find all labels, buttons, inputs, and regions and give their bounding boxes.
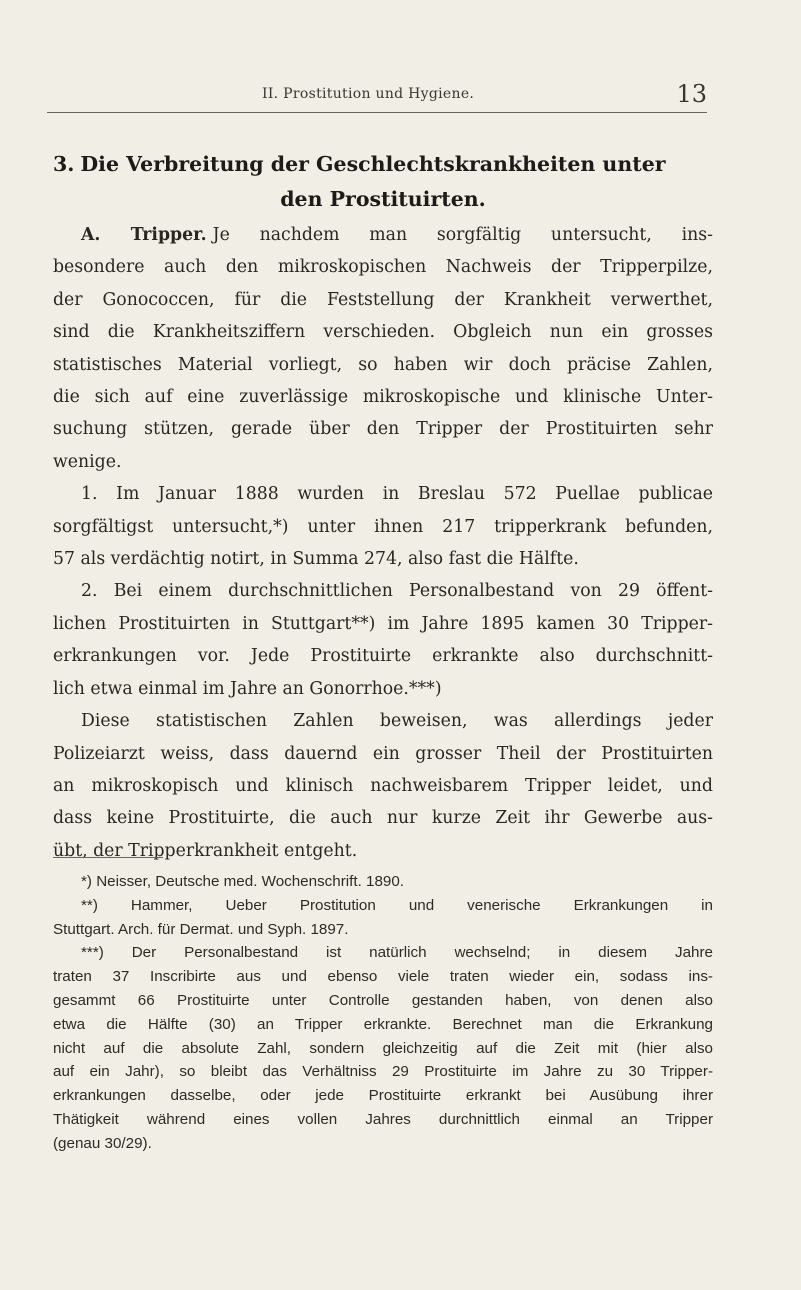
heading-line-1: Die Verbreitung der Geschlechtskrankheiten unter [80,152,666,176]
footnote-line: erkrankungen dasselbe, oder jede Prostituirte erkrankt bei Ausübung ihrer [53,1087,713,1105]
footnote-line: traten 37 Inscribirte aus und ebenso viele traten wieder ein, sodass ins- [53,968,713,986]
body-line [53,219,713,251]
footnote-line: **) Hammer, Ueber Prostitution und venerische Erkrankungen in [81,896,713,914]
footnote-line: gesammt 66 Prostituirte unter Controlle gestanden haben, von denen also [53,991,713,1009]
body-line: Diese statistischen Zahlen beweisen, was allerdings jeder [81,711,713,732]
page-header [47,80,707,114]
footnote-line: etwa die Hälfte (30) an Tripper erkrankte. Berechnet man die Erkrankung [53,1015,713,1033]
body-line: lich etwa einmal im Jahre an Gonorrhoe.***) [53,678,442,699]
footnote-line: (genau 30/29). [53,1134,152,1152]
page-number: 13 [676,80,707,108]
body-line: dass keine Prostituirte, die auch nur kurze Zeit ihr Gewerbe aus- [53,808,713,829]
footnote-line: Thätigkeit während eines vollen Jahres durchnittlich einmal an Tripper [53,1110,713,1128]
running-head: II. Prostitution und Hygiene. [262,86,475,102]
subhead: A. Tripper. [81,225,207,245]
footnote-line: Stuttgart. Arch. für Dermat. und Syph. 1897. [53,920,349,938]
body-line: lichen Prostituirten in Stuttgart**) im Jahre 1895 kamen 30 Tripper- [53,613,713,634]
footnote-rule [53,857,163,858]
body-line: die sich auf eine zuverlässige mikroskopische und klinische Unter- [53,387,713,408]
body-line: erkrankungen vor. Jede Prostituirte erkrankte also durchschnitt- [53,646,713,667]
footnote-line: ***) Der Personalbestand ist natürlich wechselnd; in diesem Jahre [81,944,713,962]
chapter-heading [53,147,713,217]
body-line: 2. Bei einem durchschnittlichen Personalbestand von 29 öffent- [81,581,713,602]
body-line-text: Je nachdem man sorgfältig untersucht, ins- [212,225,713,245]
footnote-line: *) Neisser, Deutsche med. Wochenschrift. 1890. [81,873,405,890]
body-line: suchung stützen, gerade über den Tripper der Prostituirten sehr [53,419,713,440]
body-line: besondere auch den mikroskopischen Nachweis der Tripperpilze, [53,257,713,278]
body-line: statistisches Material vorliegt, so haben wir doch präcise Zahlen, [53,354,713,375]
footnote-line: auf ein Jahr), so bleibt das Verhältniss 29 Prostituirte im Jahre zu 30 Tripper- [53,1063,713,1081]
body-line: wenige. [53,451,122,472]
footnotes [53,870,713,1156]
body-line: Polizeiarzt weiss, dass dauernd ein grosser Theil der Prostituirten [53,743,713,764]
body-line: übt, der Tripperkrankheit entgeht. [53,840,358,861]
heading-line-2: den Prostituirten. [280,187,486,211]
body-text [53,219,713,867]
footnote-line: nicht auf die absolute Zahl, sondern gleichzeitig auf die Zeit mit (hier also [53,1039,713,1057]
body-line: der Gonococcen, für die Feststellung der Krankheit verwerthet, [53,289,713,310]
body-line: sind die Krankheitsziffern verschieden. Obgleich nun ein grosses [53,322,713,343]
body-line: 1. Im Januar 1888 wurden in Breslau 572 Puellae publicae [81,484,713,505]
body-line: 57 als verdächtig notirt, in Summa 274, also fast die Hälfte. [53,549,579,570]
heading-number: 3. [53,152,75,176]
header-rule [47,112,707,113]
body-line: sorgfältigst untersucht,*) unter ihnen 217 tripperkrank befunden, [53,516,713,537]
body-line: an mikroskopisch und klinisch nachweisbarem Tripper leidet, und [53,775,713,796]
